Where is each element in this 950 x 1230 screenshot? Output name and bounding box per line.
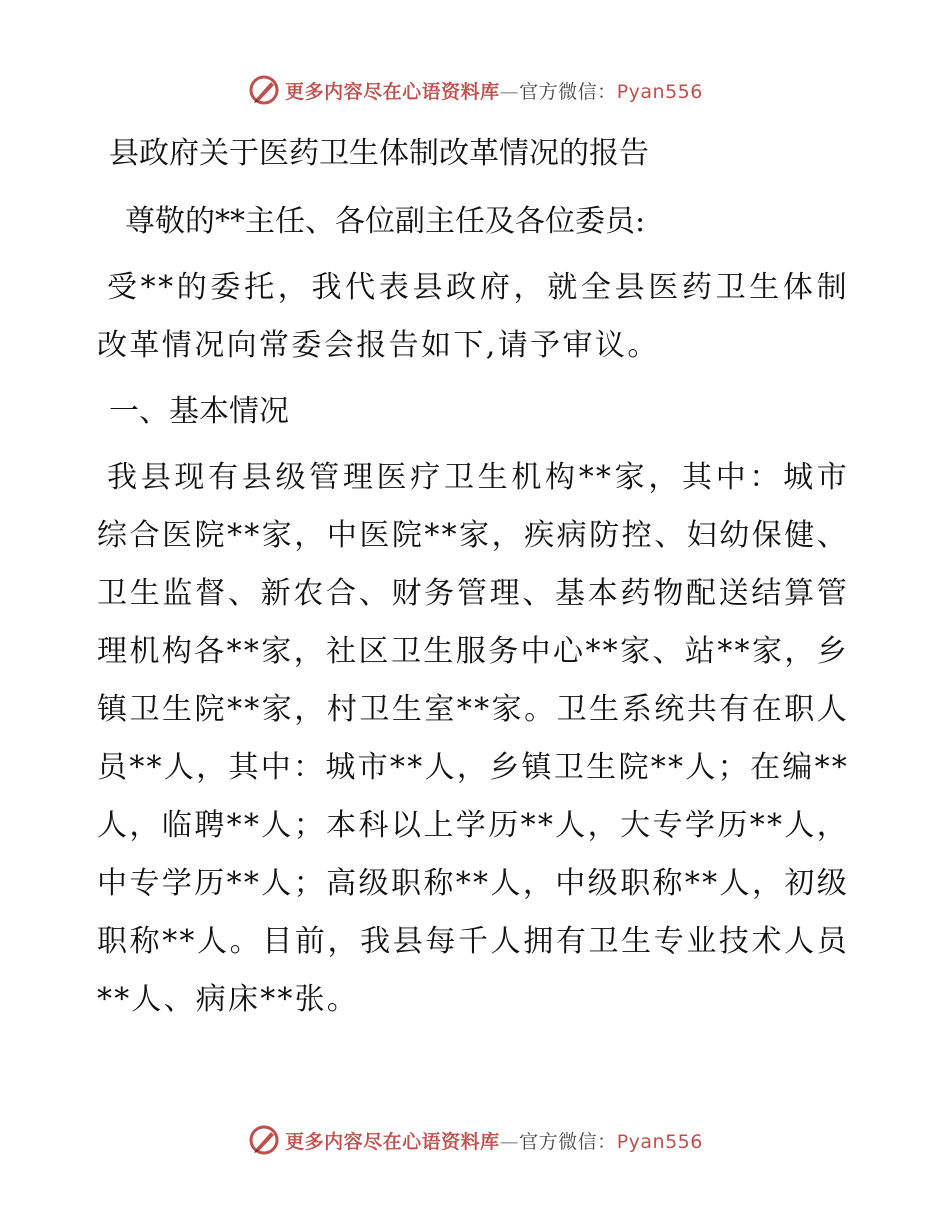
watermark-main-text: 更多内容尽在心语资料库 — [285, 80, 500, 103]
document-title: 县政府关于医药卫生体制改革情况的报告 — [109, 136, 649, 171]
watermark-main-text: 更多内容尽在心语资料库 — [285, 1130, 500, 1153]
watermark-dash: — — [499, 80, 520, 103]
salutation: 尊敬的**主任、各位副主任及各位委员: — [125, 204, 646, 239]
watermark-dash: — — [499, 1130, 520, 1153]
section-body-paragraph: 我县现有县级管理医疗卫生机构**家，其中：城市综合医院**家，中医院**家，疾病防控、妇幼保健、卫生监督、新农合、财务管理、基本药物配送结算管理机构各**家，社区卫生服务中心**家、站**家，乡镇卫生院**家，村卫生室**家。卫生系统共有在职人员**人，其中：城市**人，乡镇卫生院**人；在编**人，临聘**人；本科以上学历**人，大专学历**人，中专学历**人；高级职称**人，中级职称**人，初级职称**人。目前，我县每千人拥有卫生专业技术人员**人、病床**张。 — [97, 460, 849, 1017]
watermark-wechat-label: 官方微信： — [519, 80, 617, 103]
section-heading: 一、基本情况 — [109, 394, 289, 429]
header-watermark-banner — [0, 70, 950, 110]
footer-watermark-banner — [0, 1120, 950, 1160]
quill-pen-logo-icon — [247, 1123, 281, 1157]
watermark-wechat-id: Pyan556 — [616, 1130, 703, 1153]
watermark-wechat-label: 官方微信： — [519, 1130, 617, 1153]
document-body — [97, 125, 849, 1037]
quill-pen-logo-icon — [247, 73, 281, 107]
watermark-wechat-id: Pyan556 — [616, 80, 703, 103]
intro-paragraph: 受**的委托，我代表县政府，就全县医药卫生体制改革情况向常委会报告如下,请予审议。 — [97, 270, 849, 363]
